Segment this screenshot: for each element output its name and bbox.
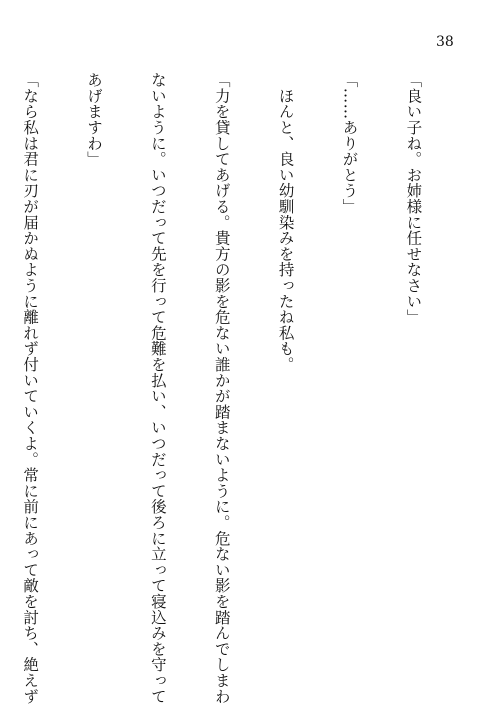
text-line: あげますわ」 <box>84 72 103 167</box>
page-number: 38 <box>436 34 454 50</box>
body-text <box>21 72 466 704</box>
text-line: 「……ありがとう」 <box>340 72 359 215</box>
text-line: ほんと、良い幼馴染みを持ったね私も。 <box>276 72 295 373</box>
text-line: ないように。いつだって先を行って危難を払い、いつだって後ろに立って寝込みを守って <box>148 72 167 704</box>
text-line: 「良い子ね。お姉様に任せなさい」 <box>404 72 423 325</box>
text-line: 「なら私は君に刃が届かぬように離れず付いていくよ。常に前にあって敵を討ち、絶えず <box>21 72 40 704</box>
text-line: 「力を貸してあげる。貴方の影を危ない誰かが踏まないように。危ない影を踏んでしまわ <box>212 72 231 704</box>
